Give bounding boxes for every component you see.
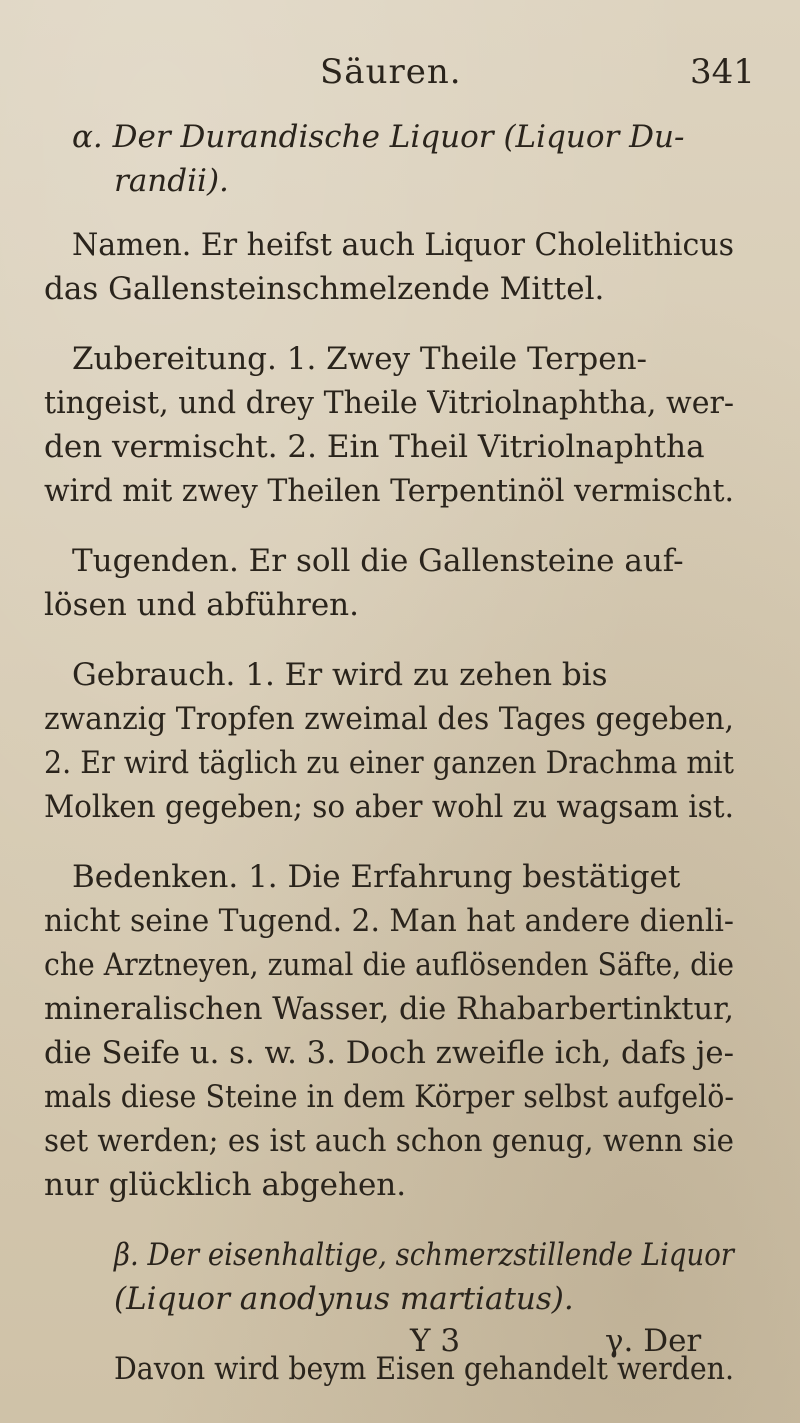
catchword: γ. Der [605, 1323, 702, 1359]
text-line: wird mit zwey Theilen Terpentinöl vermischt. [44, 473, 734, 509]
text-line: lösen und abführen. [44, 587, 359, 623]
text-line: die Seife u. s. w. 3. Doch zweifle ich, dafs je- [44, 1035, 734, 1071]
text-line: mineralischen Wasser, die Rhabarbertinktur, [44, 991, 734, 1027]
heading-beta: β. Der eisenhaltige, schmerzstillende Liquor [114, 1237, 734, 1273]
text-line: 2. Er wird täglich zu einer ganzen Drachma mit [44, 745, 734, 781]
text-line: mals diese Steine in dem Körper selbst aufgelö- [44, 1079, 734, 1115]
heading-beta-cont: (Liquor anodynus martiatus). [114, 1281, 574, 1317]
text-line: set werden; es ist auch schon genug, wenn sie [44, 1123, 734, 1159]
text-line: Zubereitung. 1. Zwey Theile Terpen- [72, 341, 648, 377]
text-line: das Gallensteinschmelzende Mittel. [44, 271, 605, 307]
text-line: Bedenken. 1. Die Erfahrung bestätiget [72, 859, 681, 895]
text-line: Namen. Er heifst auch Liquor Cholelithicus [72, 227, 734, 263]
running-head: Säuren. [320, 52, 462, 92]
text-line: Tugenden. Er soll die Gallensteine auf- [72, 543, 684, 579]
page-footer [0, 1323, 800, 1367]
heading-alpha-cont: randii). [114, 163, 229, 199]
text-line: nicht seine Tugend. 2. Man hat andere dienli- [44, 903, 734, 939]
page-number: 341 [690, 52, 755, 92]
text-line: Molken gegeben; so aber wohl zu wagsam ist. [44, 789, 734, 825]
text-line: Davon wird beym Eisen gehandelt werden. [114, 1351, 734, 1387]
text-line: nur glücklich abgehen. [44, 1167, 407, 1203]
text-line: den vermischt. 2. Ein Theil Vitriolnaphtha [44, 429, 705, 465]
text-line: zwanzig Tropfen zweimal des Tages gegeben, [44, 701, 734, 737]
signature-mark: Y 3 [410, 1323, 461, 1359]
heading-alpha: α. Der Durandische Liquor (Liquor Du- [72, 119, 685, 155]
page-header [0, 52, 800, 92]
text-line: tingeist, und drey Theile Vitriolnaphtha, wer- [44, 385, 734, 421]
text-line: Gebrauch. 1. Er wird zu zehen bis [72, 657, 608, 693]
body-text [44, 115, 734, 1391]
text-line: che Arztneyen, zumal die auflösenden Säfte, die [44, 947, 734, 983]
